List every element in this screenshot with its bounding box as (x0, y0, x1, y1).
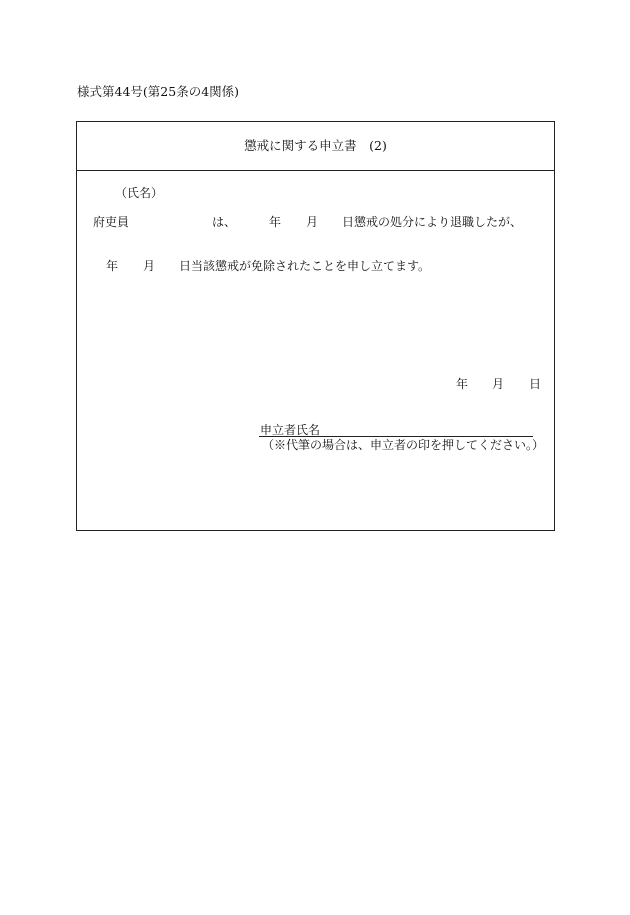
line1-ha: は、 (212, 215, 237, 229)
line2-month: 月 (143, 259, 156, 273)
applicant-note: （※代筆の場合は、申立者の印を押してください。） (262, 438, 545, 452)
line1-rest: 日懲戒の処分により退職したが、 (342, 215, 523, 229)
date-year: 年 (456, 377, 469, 391)
name-hint: （氏名） (115, 186, 164, 200)
signature-line (259, 436, 533, 437)
date-day: 日 (529, 377, 542, 391)
form-number: 様式第44号(第25条の4関係) (77, 84, 240, 99)
line1-month: 月 (306, 215, 319, 229)
applicant-label: 申立者氏名 (260, 423, 321, 437)
line1-year: 年 (269, 215, 282, 229)
application-form (76, 121, 555, 531)
date-month: 月 (492, 377, 505, 391)
title-divider (77, 170, 554, 171)
line1-prefix: 府吏員 (93, 215, 130, 229)
line2-year: 年 (106, 259, 119, 273)
form-title: 懲戒に関する申立書 (2) (244, 138, 387, 153)
line2-rest: 日当該懲戒が免除されたことを申し立てます。 (179, 259, 431, 273)
